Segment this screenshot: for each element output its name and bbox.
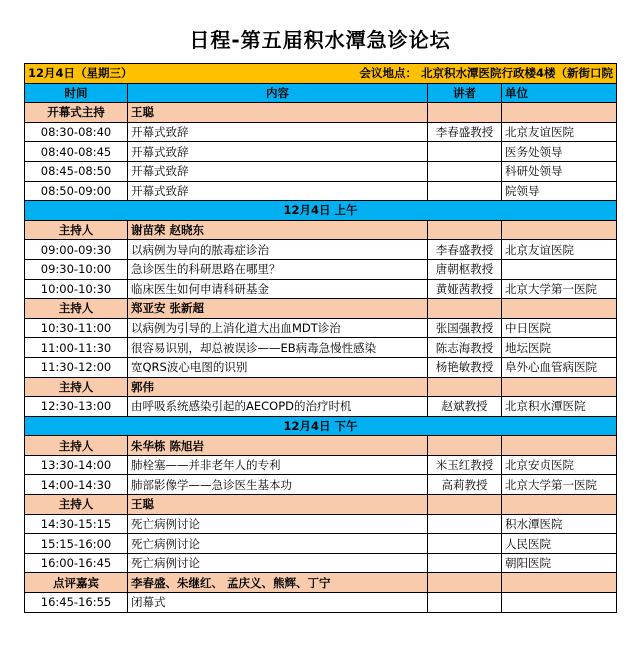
content-cell: 由呼吸系统感染引起的AECOPD的治疗时机 <box>128 397 428 417</box>
time-cell: 16:45-16:55 <box>25 593 128 613</box>
content-cell: 宽QRS波心电图的识别 <box>128 357 428 377</box>
chair-names: 郭伟 <box>128 377 428 397</box>
unit-cell: 北京友谊医院 <box>502 240 617 260</box>
chair-role: 主持人 <box>25 495 128 515</box>
unit-cell: 北京大学第一医院 <box>502 475 617 495</box>
table-row <box>25 161 617 181</box>
speaker-cell: 高莉教授 <box>428 475 502 495</box>
speaker-cell: 李春盛教授 <box>428 240 502 260</box>
chair-unit-empty <box>502 495 617 515</box>
content-cell: 很容易识别，却总被误诊——EB病毒急慢性感染 <box>128 338 428 358</box>
table-row <box>25 142 617 162</box>
speaker-cell: 米玉红教授 <box>428 455 502 475</box>
table-row <box>25 593 617 613</box>
chair-row <box>25 573 617 593</box>
content-cell: 肺栓塞——并非老年人的专利 <box>128 455 428 475</box>
chair-role: 主持人 <box>25 436 128 456</box>
content-cell: 死亡病例讨论 <box>128 534 428 554</box>
header-speaker: 讲者 <box>428 83 502 103</box>
time-cell: 10:00-10:30 <box>25 279 128 299</box>
table-row <box>25 553 617 573</box>
content-cell: 临床医生如何申请科研基金 <box>128 279 428 299</box>
section-label: 12月4日 上午 <box>25 201 617 221</box>
speaker-cell: 李春盛教授 <box>428 122 502 142</box>
chair-row <box>25 377 617 397</box>
chair-unit-empty <box>502 220 617 240</box>
unit-cell: 地坛医院 <box>502 338 617 358</box>
speaker-cell: 陈志海教授 <box>428 338 502 358</box>
date-label: 12月4日（星期三） <box>28 66 133 81</box>
content-cell: 死亡病例讨论 <box>128 553 428 573</box>
table-row <box>25 534 617 554</box>
content-cell: 以病例为引导的上消化道大出血MDT诊治 <box>128 318 428 338</box>
chair-speaker-empty <box>428 573 502 593</box>
table-row <box>25 122 617 142</box>
speaker-cell <box>428 534 502 554</box>
chair-unit-empty <box>502 299 617 319</box>
unit-cell: 北京友谊医院 <box>502 122 617 142</box>
table-row <box>25 397 617 417</box>
chair-names: 朱华栋 陈旭岩 <box>128 436 428 456</box>
chair-speaker-empty <box>428 103 502 123</box>
table-row <box>25 318 617 338</box>
speaker-cell <box>428 514 502 534</box>
unit-cell: 朝阳医院 <box>502 553 617 573</box>
chair-role: 主持人 <box>25 220 128 240</box>
speaker-cell <box>428 181 502 201</box>
chair-speaker-empty <box>428 495 502 515</box>
time-cell: 15:15-16:00 <box>25 534 128 554</box>
chair-names: 李春盛、朱继红、 孟庆义、熊辉、丁宁 <box>128 573 428 593</box>
time-cell: 09:00-09:30 <box>25 240 128 260</box>
table-row <box>25 259 617 279</box>
chair-role: 点评嘉宾 <box>25 573 128 593</box>
chair-row <box>25 436 617 456</box>
section-row <box>25 201 617 221</box>
content-cell: 开幕式致辞 <box>128 181 428 201</box>
speaker-cell: 赵斌教授 <box>428 397 502 417</box>
time-cell: 10:30-11:00 <box>25 318 128 338</box>
section-row <box>25 416 617 436</box>
chair-speaker-empty <box>428 299 502 319</box>
time-cell: 11:00-11:30 <box>25 338 128 358</box>
table-row <box>25 279 617 299</box>
header-content: 内容 <box>128 83 428 103</box>
venue-label: 会议地点： 北京积水潭医院行政楼4楼（新街口院 <box>359 66 614 81</box>
unit-cell <box>502 259 617 279</box>
chair-names: 王聪 <box>128 495 428 515</box>
speaker-cell <box>428 142 502 162</box>
chair-speaker-empty <box>428 220 502 240</box>
time-cell: 14:00-14:30 <box>25 475 128 495</box>
content-cell: 肺部影像学——急诊医生基本功 <box>128 475 428 495</box>
unit-cell: 中日医院 <box>502 318 617 338</box>
unit-cell: 阜外心血管病医院 <box>502 357 617 377</box>
speaker-cell: 黄娅茜教授 <box>428 279 502 299</box>
table-row <box>25 514 617 534</box>
time-cell: 08:30-08:40 <box>25 122 128 142</box>
unit-cell: 科研处领导 <box>502 161 617 181</box>
unit-cell: 院领导 <box>502 181 617 201</box>
info-cell <box>25 64 617 84</box>
table-row <box>25 357 617 377</box>
header-row <box>25 83 617 103</box>
unit-cell: 积水潭医院 <box>502 514 617 534</box>
chair-role: 开幕式主持 <box>25 103 128 123</box>
chair-role: 主持人 <box>25 299 128 319</box>
table-row <box>25 338 617 358</box>
speaker-cell <box>428 553 502 573</box>
page-title: 日程-第五届积水潭急诊论坛 <box>189 28 451 52</box>
section-label: 12月4日 下午 <box>25 416 617 436</box>
time-cell: 14:30-15:15 <box>25 514 128 534</box>
time-cell: 09:30-10:00 <box>25 259 128 279</box>
chair-unit-empty <box>502 103 617 123</box>
time-cell: 11:30-12:00 <box>25 357 128 377</box>
unit-cell: 医务处领导 <box>502 142 617 162</box>
chair-unit-empty <box>502 573 617 593</box>
chair-names: 王聪 <box>128 103 428 123</box>
time-cell: 13:30-14:00 <box>25 455 128 475</box>
unit-cell: 北京大学第一医院 <box>502 279 617 299</box>
chair-names: 郑亚安 张新超 <box>128 299 428 319</box>
chair-row <box>25 220 617 240</box>
chair-speaker-empty <box>428 377 502 397</box>
content-cell: 急诊医生的科研思路在哪里？ <box>128 259 428 279</box>
unit-cell: 人民医院 <box>502 534 617 554</box>
header-time: 时间 <box>25 83 128 103</box>
time-cell: 08:45-08:50 <box>25 161 128 181</box>
table-row <box>25 475 617 495</box>
content-cell: 以病例为导向的脓毒症诊治 <box>128 240 428 260</box>
speaker-cell <box>428 161 502 181</box>
info-row <box>25 64 617 84</box>
content-cell: 闭幕式 <box>128 593 428 613</box>
time-cell: 08:50-09:00 <box>25 181 128 201</box>
chair-unit-empty <box>502 436 617 456</box>
unit-cell: 北京积水潭医院 <box>502 397 617 417</box>
time-cell: 12:30-13:00 <box>25 397 128 417</box>
speaker-cell: 唐朝枢教授 <box>428 259 502 279</box>
unit-cell: 北京安贞医院 <box>502 455 617 475</box>
table-row <box>25 240 617 260</box>
chair-row <box>25 299 617 319</box>
table-row <box>25 181 617 201</box>
unit-cell <box>502 593 617 613</box>
speaker-cell: 杨艳敏教授 <box>428 357 502 377</box>
header-unit: 单位 <box>502 83 617 103</box>
chair-speaker-empty <box>428 436 502 456</box>
content-cell: 开幕式致辞 <box>128 122 428 142</box>
chair-row <box>25 103 617 123</box>
chair-row <box>25 495 617 515</box>
content-cell: 开幕式致辞 <box>128 161 428 181</box>
content-cell: 开幕式致辞 <box>128 142 428 162</box>
chair-role: 主持人 <box>25 377 128 397</box>
content-cell: 死亡病例讨论 <box>128 514 428 534</box>
speaker-cell: 张国强教授 <box>428 318 502 338</box>
schedule-table <box>24 63 617 613</box>
time-cell: 16:00-16:45 <box>25 553 128 573</box>
speaker-cell <box>428 593 502 613</box>
time-cell: 08:40-08:45 <box>25 142 128 162</box>
chair-names: 谢苗荣 赵晓东 <box>128 220 428 240</box>
table-row <box>25 455 617 475</box>
chair-unit-empty <box>502 377 617 397</box>
